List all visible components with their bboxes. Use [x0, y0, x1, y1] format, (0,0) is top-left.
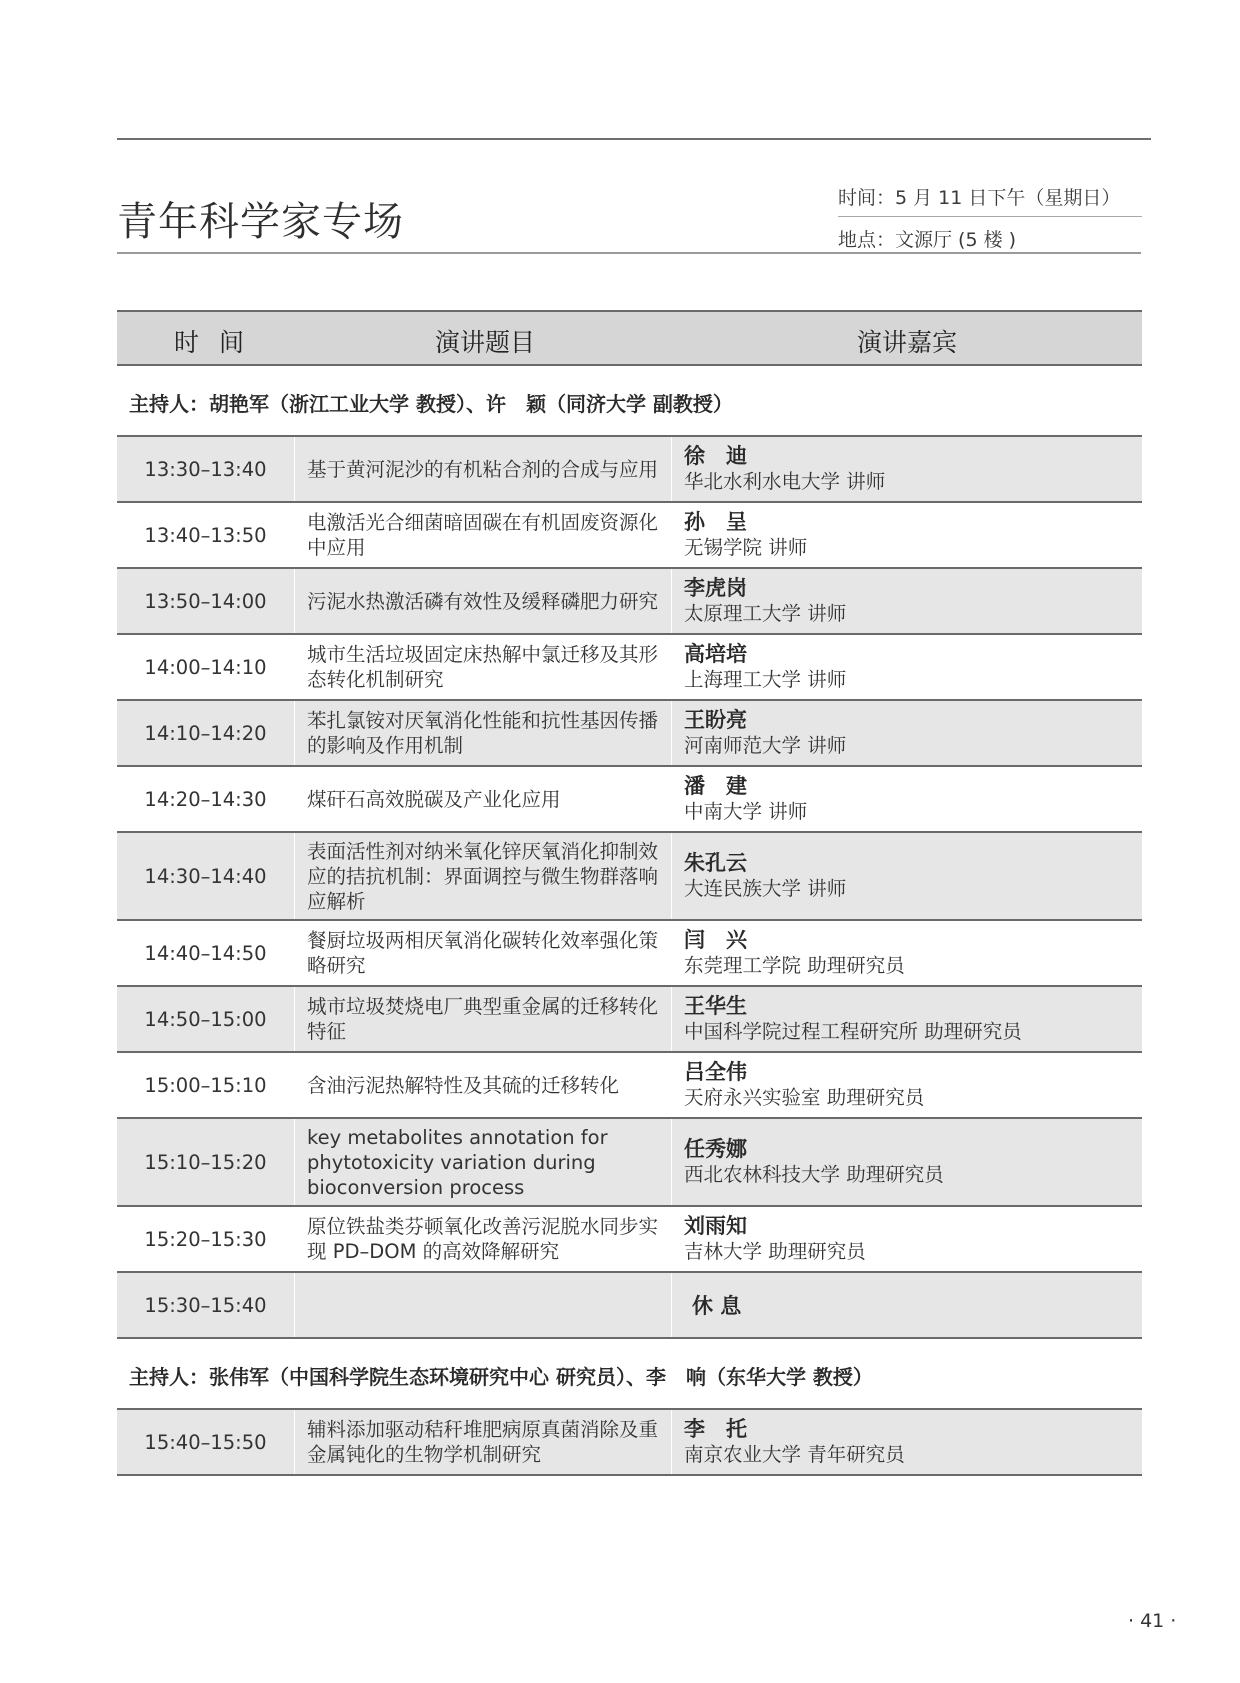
- row-time: 14:10–14:20: [117, 701, 295, 765]
- row-speaker: [672, 1207, 1142, 1271]
- row-speaker: [672, 1119, 1142, 1205]
- speaker-affiliation: 上海理工大学 讲师: [684, 668, 847, 691]
- schedule-body: [117, 366, 1142, 1476]
- row-time: 14:20–14:30: [117, 767, 295, 831]
- table-row: [117, 921, 1142, 987]
- row-time: 15:00–15:10: [117, 1053, 295, 1117]
- row-topic: 城市生活垃圾固定床热解中氯迁移及其形态转化机制研究: [295, 635, 672, 699]
- top-rule: [117, 138, 1151, 140]
- table-row: [117, 569, 1142, 635]
- row-speaker: [672, 1410, 1142, 1474]
- row-speaker: [672, 701, 1142, 765]
- speaker-name: 朱孔云: [684, 851, 747, 875]
- session-place: 地点：文源厅 (5 楼 ): [838, 229, 1017, 251]
- speaker-name: 王盼亮: [684, 708, 747, 732]
- header-time: 时 间: [174, 328, 250, 357]
- speaker-affiliation: 吉林大学 助理研究员: [684, 1240, 866, 1263]
- speaker-name: 任秀娜: [684, 1137, 747, 1161]
- speaker-name: 王华生: [684, 994, 747, 1018]
- speaker-name: 闫 兴: [684, 928, 747, 952]
- row-time: 13:30–13:40: [117, 437, 295, 501]
- row-topic: 煤矸石高效脱碳及产业化应用: [295, 767, 672, 831]
- table-row: [117, 635, 1142, 701]
- row-speaker: [672, 921, 1142, 985]
- row-speaker: [672, 635, 1142, 699]
- row-topic: 原位铁盐类芬顿氧化改善污泥脱水同步实现 PD–DOM 的高效降解研究: [295, 1207, 672, 1271]
- speaker-affiliation: 天府永兴实验室 助理研究员: [684, 1086, 925, 1109]
- table-row: [117, 1119, 1142, 1207]
- speaker-affiliation: 南京农业大学 青年研究员: [684, 1443, 905, 1466]
- row-topic: 电激活光合细菌暗固碳在有机固废资源化中应用: [295, 503, 672, 567]
- host-label: 主持人：张伟军（中国科学院生态环境研究中心 研究员）、李 响（东华大学 教授）: [129, 1365, 873, 1389]
- table-row: [117, 1053, 1142, 1119]
- host-label: 主持人：胡艳军（浙江工业大学 教授）、许 颖（同济大学 副教授）: [129, 392, 733, 416]
- host-row: [117, 1339, 1142, 1410]
- table-row: [117, 503, 1142, 569]
- table-row: [117, 987, 1142, 1053]
- row-time: 15:20–15:30: [117, 1207, 295, 1271]
- table-row: [117, 833, 1142, 921]
- row-topic: 表面活性剂对纳米氧化锌厌氧消化抑制效应的拮抗机制：界面调控与微生物群落响应解析: [295, 833, 672, 919]
- speaker-affiliation: 西北农林科技大学 助理研究员: [684, 1163, 944, 1186]
- speaker-affiliation: 大连民族大学 讲师: [684, 877, 847, 900]
- row-speaker: [672, 1273, 1142, 1337]
- row-time: 14:50–15:00: [117, 987, 295, 1051]
- table-row: [117, 1410, 1142, 1476]
- row-time: 15:40–15:50: [117, 1410, 295, 1474]
- row-topic: 城市垃圾焚烧电厂典型重金属的迁移转化特征: [295, 987, 672, 1051]
- row-time: 14:30–14:40: [117, 833, 295, 919]
- speaker-affiliation: 中南大学 讲师: [684, 800, 808, 823]
- row-speaker: [672, 833, 1142, 919]
- break-label: 休 息: [692, 1294, 742, 1318]
- table-row: [117, 1207, 1142, 1273]
- speaker-name: 李 托: [684, 1417, 747, 1441]
- page-title: 青年科学家专场: [117, 199, 404, 245]
- host-row: [117, 366, 1142, 437]
- row-time: 15:30–15:40: [117, 1273, 295, 1337]
- row-speaker: [672, 987, 1142, 1051]
- row-topic: 辅料添加驱动秸秆堆肥病原真菌消除及重金属钝化的生物学机制研究: [295, 1410, 672, 1474]
- row-time: 15:10–15:20: [117, 1119, 295, 1205]
- row-speaker: [672, 1053, 1142, 1117]
- speaker-name: 孙 呈: [684, 510, 747, 534]
- speaker-name: 徐 迪: [684, 444, 747, 468]
- table-row: [117, 701, 1142, 767]
- row-speaker: [672, 437, 1142, 501]
- speaker-name: 李虎岗: [684, 576, 747, 600]
- table-header: [117, 310, 1142, 366]
- table-row: [117, 437, 1142, 503]
- row-topic: 污泥水热激活磷有效性及缓释磷肥力研究: [295, 569, 672, 633]
- table-row: [117, 1273, 1142, 1339]
- speaker-name: 潘 建: [684, 774, 747, 798]
- row-topic: [295, 1273, 672, 1337]
- row-time: 14:40–14:50: [117, 921, 295, 985]
- row-speaker: [672, 569, 1142, 633]
- row-time: 13:50–14:00: [117, 569, 295, 633]
- speaker-affiliation: 河南师范大学 讲师: [684, 734, 847, 757]
- speaker-affiliation: 中国科学院过程工程研究所 助理研究员: [684, 1020, 1022, 1043]
- row-time: 13:40–13:50: [117, 503, 295, 567]
- speaker-affiliation: 太原理工大学 讲师: [684, 602, 847, 625]
- speaker-name: 刘雨知: [684, 1214, 747, 1238]
- row-time: 14:00–14:10: [117, 635, 295, 699]
- speaker-name: 吕全伟: [684, 1060, 747, 1084]
- page-number: · 41 ·: [1128, 1610, 1177, 1632]
- table-row: [117, 767, 1142, 833]
- row-topic: 基于黄河泥沙的有机粘合剂的合成与应用: [295, 437, 672, 501]
- speaker-name: 高培培: [684, 642, 747, 666]
- row-topic: 含油污泥热解特性及其硫的迁移转化: [295, 1053, 672, 1117]
- header-topic: 演讲题目: [435, 328, 536, 357]
- speaker-affiliation: 东莞理工学院 助理研究员: [684, 954, 905, 977]
- header-speaker: 演讲嘉宾: [857, 328, 958, 357]
- title-rule: [117, 252, 1141, 254]
- speaker-affiliation: 无锡学院 讲师: [684, 536, 808, 559]
- row-speaker: [672, 767, 1142, 831]
- schedule-table: [117, 310, 1142, 1476]
- row-topic: 苯扎氯铵对厌氧消化性能和抗性基因传播的影响及作用机制: [295, 701, 672, 765]
- session-time: 时间：5 月 11 日下午（星期日）: [838, 187, 1121, 209]
- row-topic: key metabolites annotation for phytotoxicity variation during bioconversion process: [295, 1119, 672, 1205]
- speaker-affiliation: 华北水利水电大学 讲师: [684, 470, 886, 493]
- meta-divider: [838, 216, 1142, 217]
- row-topic: 餐厨垃圾两相厌氧消化碳转化效率强化策略研究: [295, 921, 672, 985]
- row-speaker: [672, 503, 1142, 567]
